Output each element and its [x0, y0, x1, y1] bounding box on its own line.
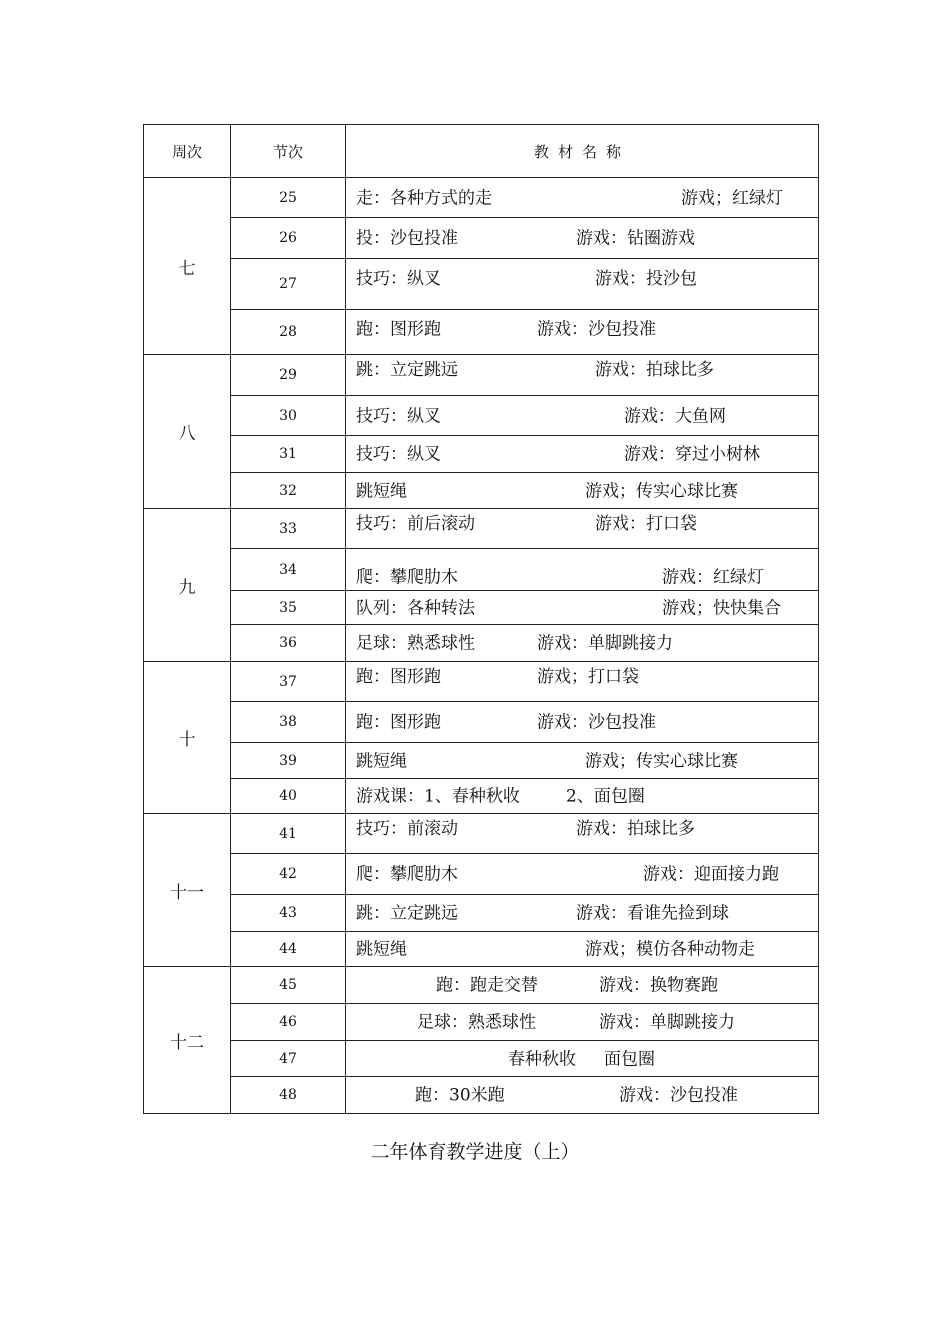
content-cell [346, 310, 819, 355]
content-main: 春种秋收 [508, 1049, 576, 1069]
week-label: 九 [144, 509, 231, 662]
lesson-number: 26 [231, 218, 346, 259]
table-row [144, 549, 819, 591]
table-row [144, 1041, 819, 1077]
content-cell [346, 549, 819, 591]
content-cell [346, 702, 819, 743]
table-row [144, 814, 819, 854]
lesson-number: 43 [231, 895, 346, 932]
content-game: 游戏：拍球比多 [576, 818, 695, 839]
lesson-number: 35 [231, 591, 346, 625]
table-row [144, 473, 819, 509]
content-cell [346, 932, 819, 967]
table-row [144, 854, 819, 895]
content-cell [346, 355, 819, 396]
content-main: 跑：图形跑 [356, 319, 441, 340]
table-row [144, 509, 819, 549]
page-title: 二年体育教学进度（上） [370, 1141, 580, 1163]
content-main: 跑：图形跑 [356, 666, 441, 687]
table-row [144, 702, 819, 743]
lesson-number: 28 [231, 310, 346, 355]
content-main: 游戏课：1、春种秋收 [356, 786, 520, 807]
content-cell [346, 743, 819, 779]
content-main: 爬：攀爬肋木 [356, 864, 458, 885]
content-game: 游戏：沙包投准 [537, 712, 656, 733]
table-row [144, 259, 819, 310]
header-lesson: 节次 [231, 125, 346, 178]
lesson-number: 47 [231, 1041, 346, 1077]
content-game: 游戏：换物赛跑 [599, 975, 718, 996]
content-main: 跑：跑走交替 [436, 975, 538, 996]
lesson-number: 45 [231, 967, 346, 1004]
lesson-number: 39 [231, 743, 346, 779]
content-main: 走：各种方式的走 [356, 188, 492, 208]
content-cell [346, 1077, 819, 1114]
table-row [144, 310, 819, 355]
content-game: 游戏：红绿灯 [662, 567, 764, 587]
lesson-number: 40 [231, 779, 346, 814]
lesson-number: 32 [231, 473, 346, 509]
content-cell [346, 779, 819, 814]
table-row [144, 932, 819, 967]
table-row [144, 779, 819, 814]
content-cell [346, 625, 819, 662]
lesson-number: 44 [231, 932, 346, 967]
content-game: 游戏：钻圈游戏 [576, 228, 695, 249]
content-main: 跳：立定跳远 [356, 360, 458, 380]
content-main: 跑：30米跑 [415, 1085, 505, 1106]
table-row [144, 355, 819, 396]
week-label: 八 [144, 355, 231, 509]
content-game: 游戏：拍球比多 [595, 360, 714, 380]
content-game: 游戏：大鱼网 [624, 406, 726, 426]
lesson-number: 36 [231, 625, 346, 662]
week-label: 十一 [144, 814, 231, 967]
content-game: 游戏；打口袋 [537, 666, 639, 687]
schedule-table [143, 124, 819, 1114]
content-game: 游戏：迎面接力跑 [643, 864, 779, 885]
content-game: 游戏：投沙包 [595, 269, 697, 289]
lesson-number: 33 [231, 509, 346, 549]
lesson-number: 25 [231, 178, 346, 218]
content-main: 队列：各种转法 [356, 598, 475, 618]
content-game: 游戏；传实心球比赛 [585, 751, 738, 771]
content-cell [346, 178, 819, 218]
lesson-number: 31 [231, 436, 346, 473]
lesson-number: 34 [231, 549, 346, 591]
content-game: 游戏：看谁先捡到球 [576, 903, 729, 924]
lesson-number: 42 [231, 854, 346, 895]
lesson-number: 30 [231, 396, 346, 436]
table-row [144, 1004, 819, 1041]
table-row [144, 436, 819, 473]
week-label: 十二 [144, 967, 231, 1114]
content-game: 2、面包圈 [566, 786, 645, 807]
content-game: 游戏：单脚跳接力 [599, 1012, 735, 1033]
content-cell [346, 895, 819, 932]
table-row [144, 218, 819, 259]
table-row [144, 591, 819, 625]
content-main: 跳短绳 [356, 939, 407, 960]
content-main: 跳短绳 [356, 481, 407, 501]
week-label: 十 [144, 662, 231, 814]
content-main: 技巧：纵叉 [356, 406, 441, 426]
content-main: 技巧：前滚动 [356, 818, 458, 839]
lesson-number: 48 [231, 1077, 346, 1114]
header-content: 教材名称 [346, 125, 819, 178]
content-game: 游戏；红绿灯 [681, 188, 783, 208]
lesson-number: 27 [231, 259, 346, 310]
content-cell [346, 854, 819, 895]
content-main: 跑：图形跑 [356, 712, 441, 733]
content-cell [346, 473, 819, 509]
table-row [144, 178, 819, 218]
table-row [144, 967, 819, 1004]
content-main: 跳：立定跳远 [356, 903, 458, 924]
content-game: 游戏：沙包投准 [619, 1085, 738, 1106]
content-main: 足球：熟悉球性 [417, 1012, 536, 1033]
table-row [144, 1077, 819, 1114]
lesson-number: 37 [231, 662, 346, 702]
content-cell [346, 1041, 819, 1077]
content-game: 游戏：沙包投准 [537, 319, 656, 340]
content-cell [346, 218, 819, 259]
table-row [144, 396, 819, 436]
header-week: 周次 [144, 125, 231, 178]
header-row [144, 125, 819, 178]
content-game: 游戏：打口袋 [595, 513, 697, 534]
content-game: 游戏：穿过小树林 [624, 444, 760, 465]
content-cell [346, 509, 819, 549]
content-cell [346, 436, 819, 473]
content-main: 技巧：纵叉 [356, 444, 441, 465]
content-cell [346, 259, 819, 310]
lesson-number: 38 [231, 702, 346, 743]
content-main: 足球：熟悉球性 [356, 633, 475, 654]
content-main: 投：沙包投准 [356, 228, 458, 249]
content-cell [346, 1004, 819, 1041]
content-cell [346, 396, 819, 436]
table-row [144, 895, 819, 932]
lesson-number: 46 [231, 1004, 346, 1041]
content-main: 技巧：前后滚动 [356, 513, 475, 534]
week-label: 七 [144, 178, 231, 355]
content-main: 爬：攀爬肋木 [356, 567, 458, 587]
content-main: 跳短绳 [356, 751, 407, 771]
content-game: 游戏；模仿各种动物走 [585, 939, 755, 960]
table-row [144, 662, 819, 702]
content-game: 面包圈 [604, 1049, 655, 1069]
content-cell [346, 814, 819, 854]
content-game: 游戏：单脚跳接力 [537, 633, 673, 654]
content-game: 游戏；快快集合 [662, 598, 781, 618]
content-main: 技巧：纵叉 [356, 269, 441, 289]
content-game: 游戏；传实心球比赛 [585, 481, 738, 501]
table-row [144, 743, 819, 779]
content-cell [346, 662, 819, 702]
lesson-number: 41 [231, 814, 346, 854]
lesson-number: 29 [231, 355, 346, 396]
content-cell [346, 591, 819, 625]
table-row [144, 625, 819, 662]
content-cell [346, 967, 819, 1004]
